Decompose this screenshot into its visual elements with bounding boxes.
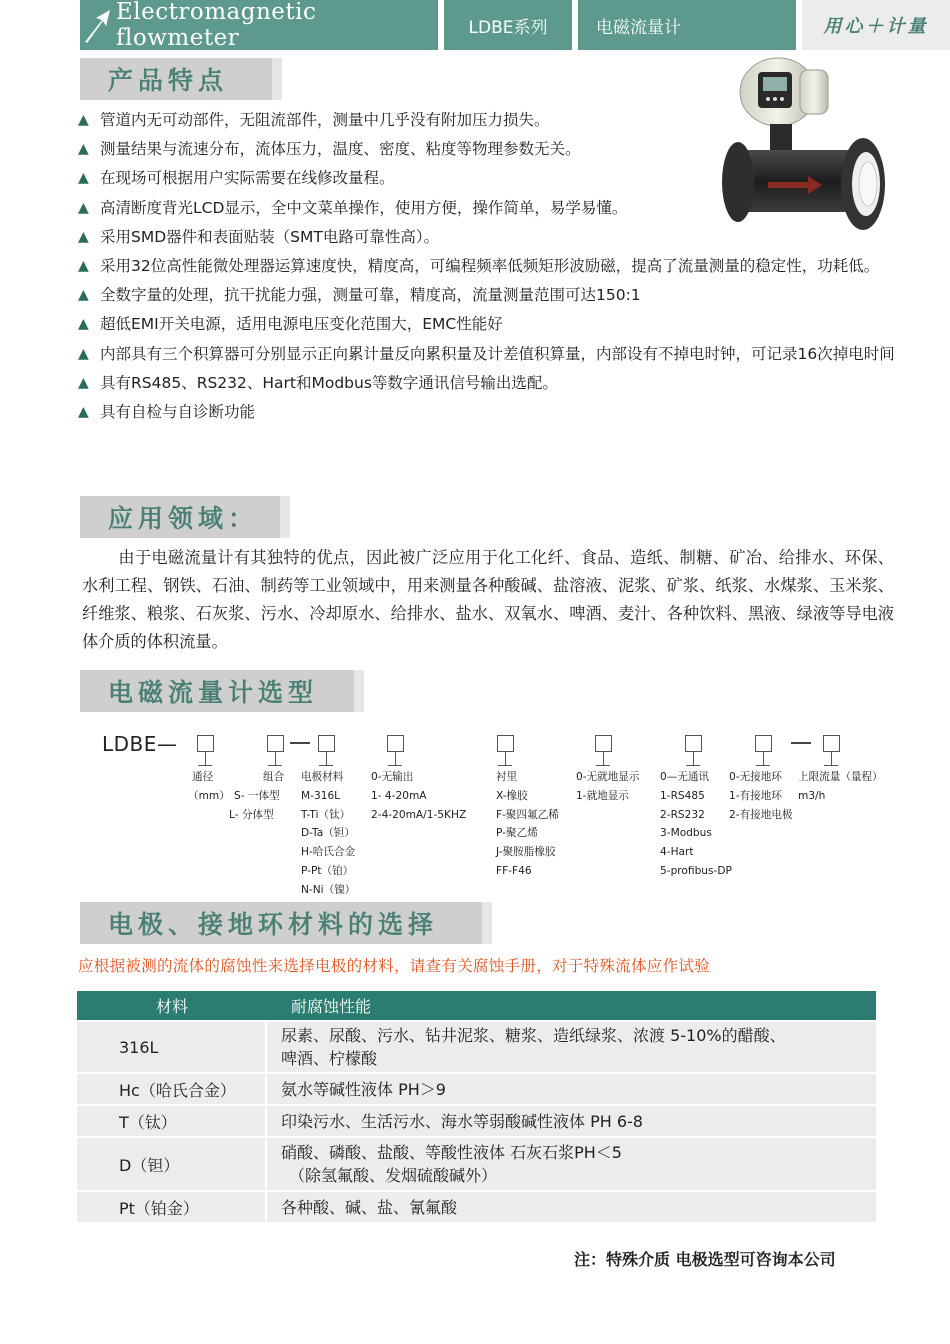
- material-table: [77, 989, 876, 1224]
- feature-item: [78, 252, 898, 281]
- triangle-bullet-icon: ▲: [78, 404, 89, 421]
- code-box: [267, 735, 284, 752]
- selection-col-grounding: 0-无接地环 1-有接地环 2-有接地电极: [729, 771, 793, 821]
- feature-text: 超低EMI开关电源，适用电源电压变化范围大，EMC性能好: [100, 315, 503, 334]
- feature-text: 内部具有三个积算器可分别显示正向累计量反向累积量及计差值积算量，内部设有不掉电时钟，可记录16次掉电时间: [100, 344, 895, 363]
- application-text: 由于电磁流量计有其独特的优点，因此被广泛应用于化工化纤、食品、造纸、制糖、矿冶、给排水、环保、水利工程、钢铁、石油、制药等工业领域中，用来测量各种酸碱、盐溶液、泥浆、矿浆、纸浆、水煤浆、玉米浆、纤维浆、粮浆、石灰浆、污水、冷却原水、给排水、盐水、双氧水、啤酒、麦汁、各种饮料、黑液、绿液等导电液体介质的体积流量。: [82, 548, 894, 651]
- table-row: [77, 1138, 876, 1190]
- flowmeter-product-image: [718, 52, 898, 234]
- header-slogan-panel: [802, 0, 950, 50]
- feature-item: [78, 369, 898, 398]
- material-cell: Hc（哈氏合金）: [77, 1074, 267, 1104]
- selection-heading-text: 电磁流量计选型: [108, 678, 319, 707]
- selection-heading: [80, 670, 354, 712]
- triangle-bullet-icon: ▲: [78, 345, 89, 362]
- material-cell: D（钽）: [77, 1138, 267, 1190]
- feature-item: [78, 164, 728, 193]
- resistance-cell: 印染污水、生活污水、海水等弱酸碱性液体 PH 6-8: [267, 1106, 876, 1136]
- feature-text: 高清断度背光LCD显示，全中文菜单操作，使用方便，操作简单，易学易懂。: [100, 198, 628, 217]
- column-header-material: 材料: [77, 991, 267, 1020]
- header-slogan: 用心＋计量: [823, 16, 929, 37]
- triangle-bullet-icon: ▲: [78, 374, 89, 391]
- selection-col-diameter: 通径 （mm）: [188, 771, 230, 802]
- feature-item: [78, 310, 898, 339]
- triangle-bullet-icon: ▲: [78, 170, 89, 187]
- application-heading-text: 应用领域：: [108, 504, 259, 533]
- table-row: [77, 1074, 876, 1104]
- table-row: [77, 1106, 876, 1136]
- feature-item: [78, 194, 728, 223]
- material-cell: T（钛）: [77, 1106, 267, 1136]
- table-row: [77, 1192, 876, 1222]
- triangle-bullet-icon: ▲: [78, 112, 89, 128]
- footnote: 注：特殊介质 电极选型可咨询本公司: [574, 1250, 836, 1269]
- header-series-panel: [444, 0, 572, 50]
- feature-item: [78, 340, 898, 369]
- triangle-bullet-icon: ▲: [78, 258, 89, 275]
- feature-item: [78, 223, 728, 252]
- features-heading: [80, 58, 272, 100]
- feature-item: [78, 281, 898, 310]
- code-box: [497, 735, 514, 752]
- selection-col-combination: 组合 S- 一体型 L- 分体型: [229, 771, 285, 821]
- feature-text: 测量结果与流速分布，流体压力，温度、密度、粘度等物理参数无关。: [100, 140, 581, 159]
- table-header-row: [77, 991, 876, 1020]
- table-row: [77, 1022, 876, 1072]
- triangle-bullet-icon: ▲: [78, 287, 89, 304]
- feature-text: 具有自检与自诊断功能: [100, 403, 256, 422]
- selection-col-communication: 0—无通讯 1-RS485 2-RS232 3-Modbus 4-Hart 5-profibus-DP: [660, 771, 732, 877]
- material-cell: Pt（铂金）: [77, 1192, 267, 1222]
- model-prefix: LDBE—: [102, 732, 178, 756]
- feature-text: 采用32位高性能微处理器运算速度快，精度高，可编程频率低频矩形波励磁，提高了流量测量的稳定性，功耗低。: [100, 257, 880, 276]
- feature-text: 管道内无可动部件，无阻流部件，测量中几乎没有附加压力损失。: [100, 111, 550, 129]
- header-title-en-panel: [80, 0, 438, 50]
- code-box: [685, 735, 702, 752]
- code-box: [197, 735, 214, 752]
- resistance-cell: 各种酸、碱、盐、氰氟酸: [267, 1192, 876, 1222]
- code-box: [595, 735, 612, 752]
- code-box: [318, 735, 335, 752]
- feature-text: 在现场可根据用户实际需要在线修改量程。: [100, 169, 395, 188]
- code-box: [755, 735, 772, 752]
- code-dash: [290, 742, 310, 744]
- header-title-cn-panel: [578, 0, 796, 50]
- code-box: [387, 735, 404, 752]
- resistance-cell: 尿素、尿酸、污水、钻井泥浆、糖浆、造纸绿浆、浓渡 5-10%的醋酸、 啤酒、柠檬酸: [267, 1022, 876, 1072]
- header-title-cn: 电磁流量计: [596, 17, 681, 38]
- feature-item: [78, 135, 728, 164]
- application-heading: [80, 496, 280, 538]
- features-heading-text: 产品特点: [108, 66, 229, 95]
- triangle-bullet-icon: ▲: [78, 316, 89, 333]
- selection-col-display: 0-无就地显示 1-就地显示: [576, 771, 640, 802]
- selection-col-electrode: 电极材料 M-316L T-Ti（钛） D-Ta（钽） H-哈氏合金 P-Pt（铂） N-Ni（镍）: [301, 771, 356, 896]
- triangle-bullet-icon: ▲: [78, 228, 89, 245]
- resistance-cell: 硝酸、磷酸、盐酸、等酸性液体 石灰石浆PH＜5 （除氢氟酸、发烟硫酸碱外）: [267, 1138, 876, 1190]
- selection-col-output: 0-无输出 1- 4-20mA 2-4-20mA/1-5KHZ: [371, 771, 467, 821]
- feature-text: 采用SMD器件和表面贴装（SMT电路可靠性高）。: [100, 227, 440, 246]
- selection-col-lining: 衬里 X-橡胶 F-聚四氟乙稀 P-聚乙烯 J-聚胺脂橡胶 FF-F46: [496, 771, 559, 877]
- arrow-icon: [82, 6, 112, 44]
- selection-col-range: 上限流量（量程） m3/h: [798, 771, 883, 802]
- electrode-heading-text: 电极、接地环材料的选择: [108, 910, 439, 939]
- feature-item: [78, 398, 898, 427]
- header-bar: [0, 0, 950, 50]
- column-header-resistance: 耐腐蚀性能: [267, 991, 876, 1020]
- resistance-cell: 氨水等碱性液体 PH＞9: [267, 1074, 876, 1104]
- electrode-note: 应根据被测的流体的腐蚀性来选择电极的材料，请查有关腐蚀手册，对于特殊流体应作试验: [78, 957, 711, 975]
- feature-item: [78, 106, 728, 135]
- electrode-heading: [80, 902, 482, 944]
- material-cell: 316L: [77, 1022, 267, 1072]
- header-title-en: Electromagnetic flowmeter: [116, 0, 317, 51]
- triangle-bullet-icon: ▲: [78, 141, 89, 158]
- feature-text: 全数字量的处理，抗干扰能力强，测量可靠，精度高，流量测量范围可达150:1: [100, 286, 641, 305]
- code-dash: [791, 742, 811, 744]
- code-box: [823, 735, 840, 752]
- header-series: LDBE系列: [468, 17, 548, 38]
- triangle-bullet-icon: ▲: [78, 199, 89, 216]
- application-paragraph: [82, 544, 894, 656]
- feature-text: 具有RS485、RS232、Hart和Modbus等数字通讯信号输出选配。: [100, 373, 558, 392]
